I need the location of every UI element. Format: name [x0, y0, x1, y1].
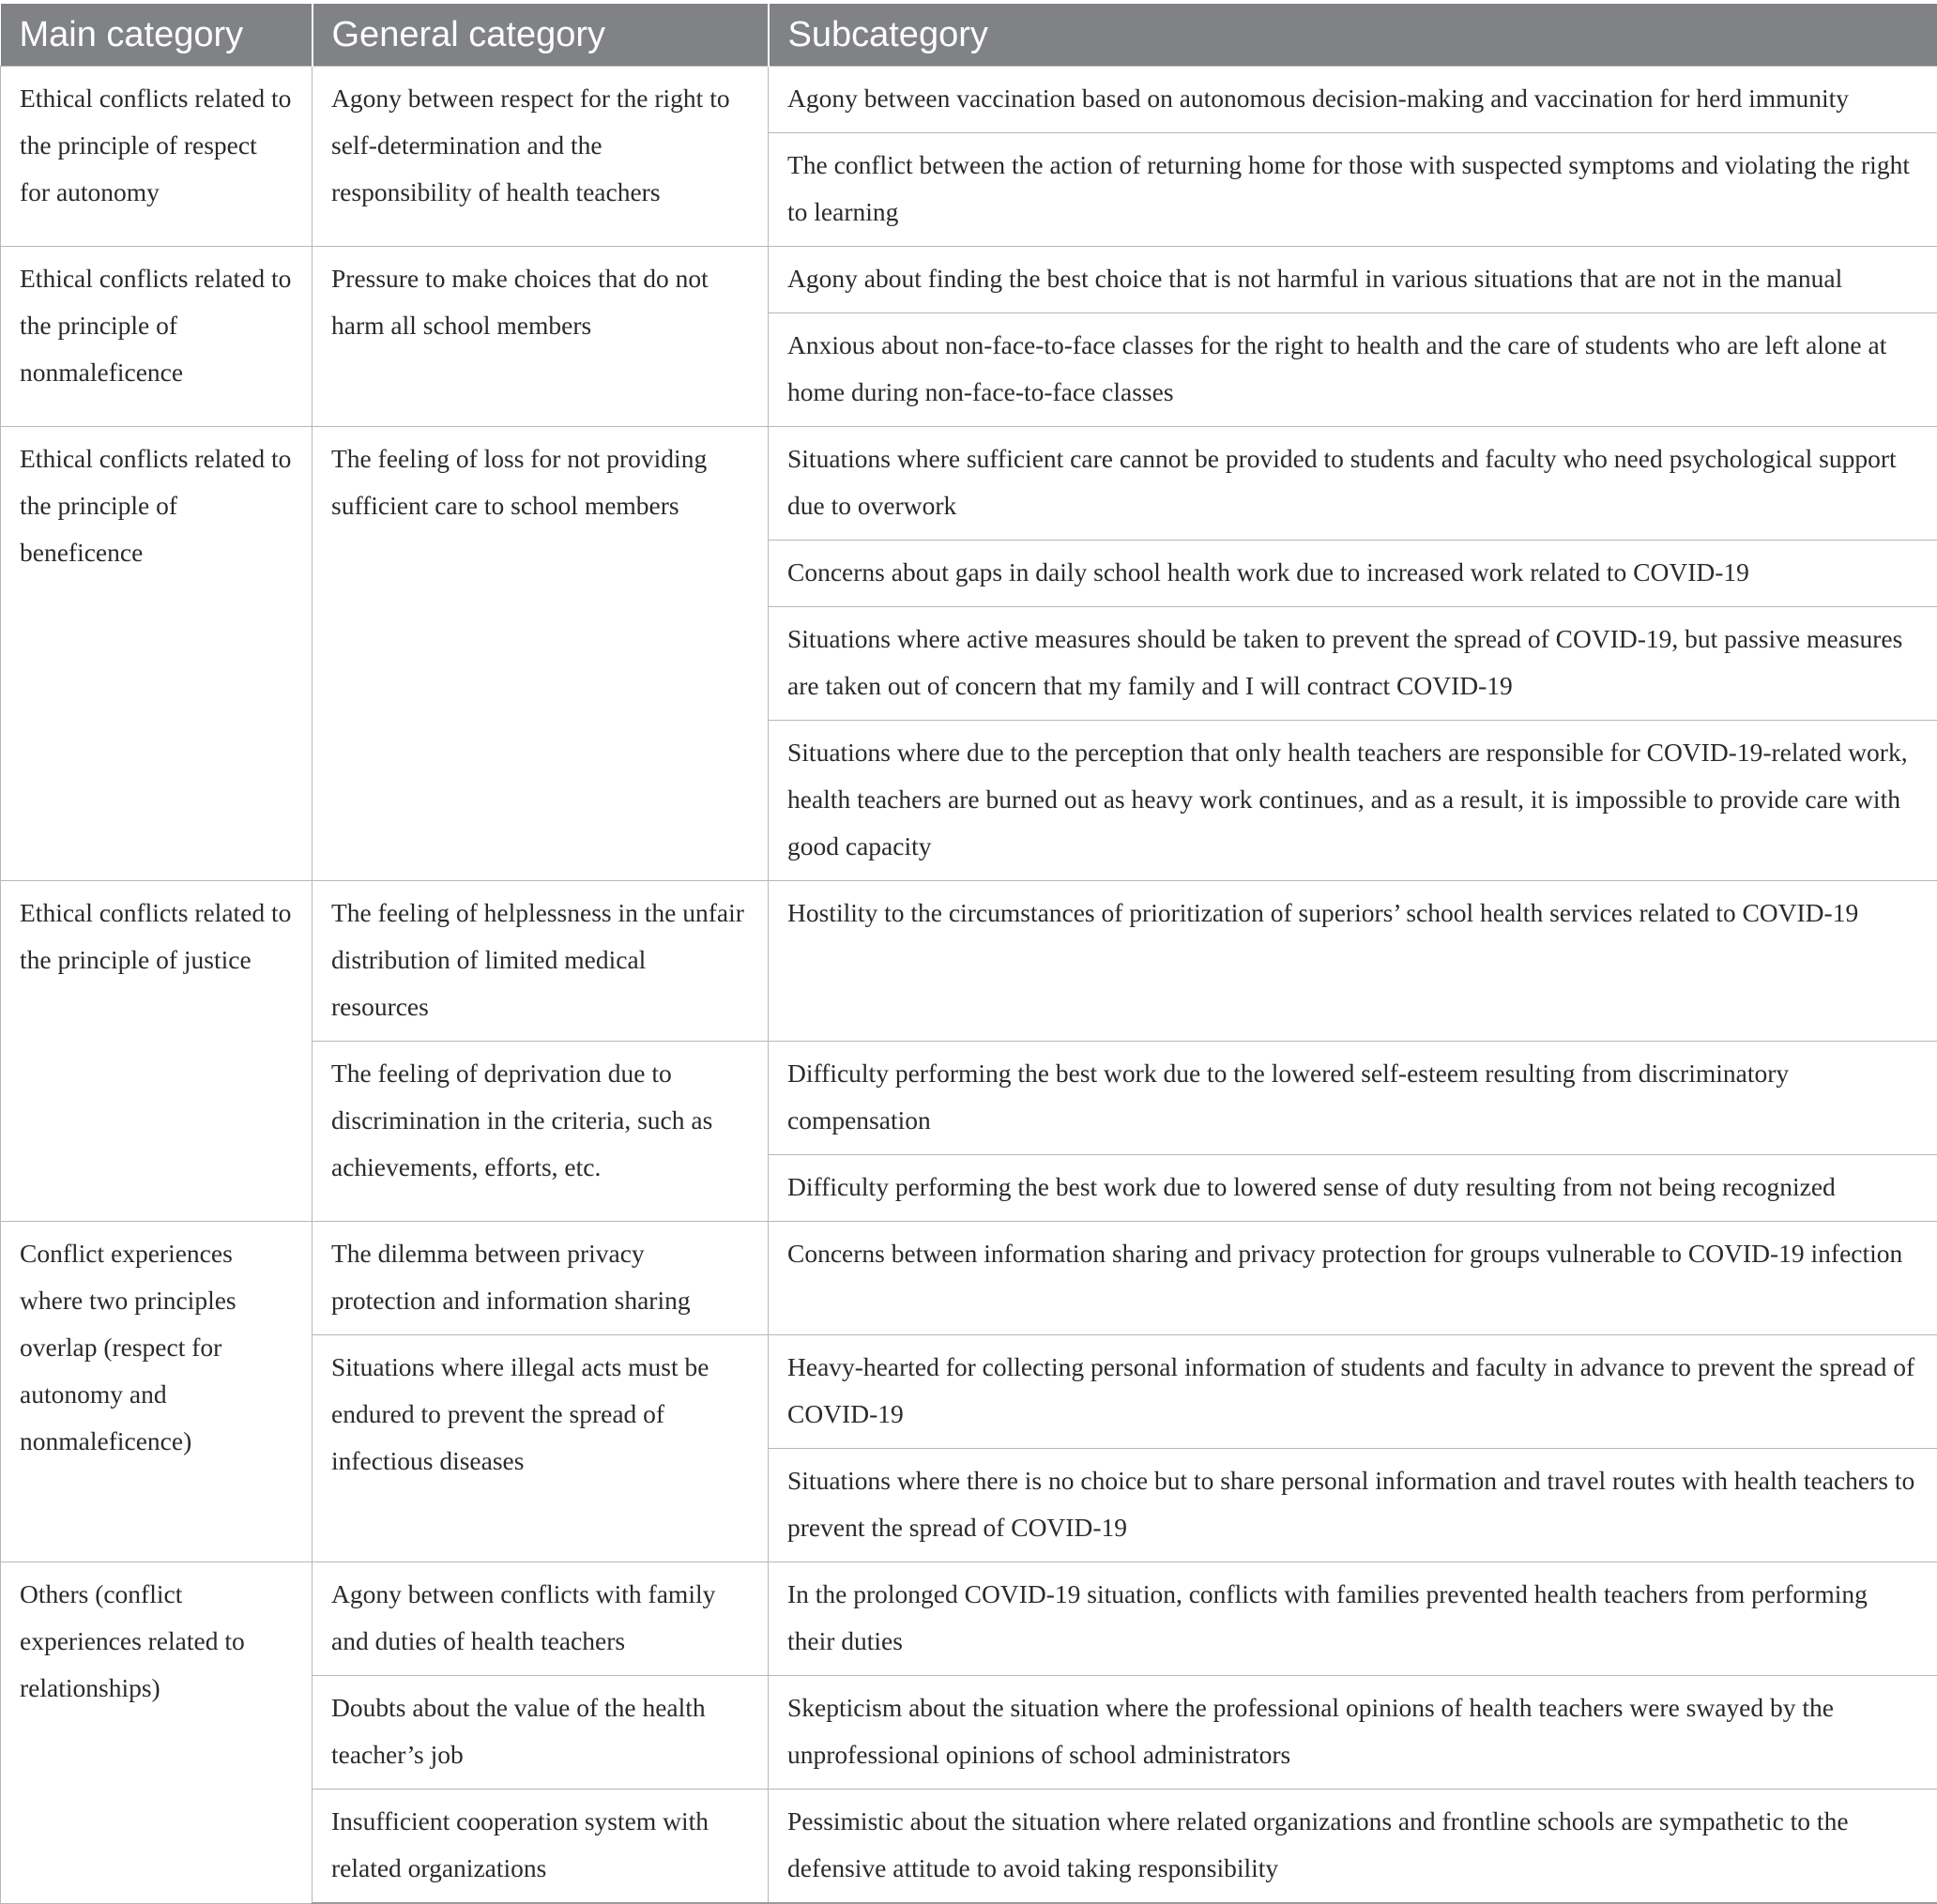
general-category-cell: Insufficient cooperation system with related organizations	[313, 1790, 769, 1904]
main-category-cell: Ethical conflicts related to the principle of justice	[1, 881, 313, 1222]
table-body	[1, 67, 1937, 1904]
table-row	[1, 247, 1937, 313]
main-category-cell: Ethical conflicts related to the principle of respect for autonomy	[1, 67, 313, 247]
general-category-cell: Situations where illegal acts must be endured to prevent the spread of infectious diseases	[313, 1335, 769, 1562]
subcategory-cell: Agony between vaccination based on autonomous decision-making and vaccination for herd immunity	[769, 67, 1937, 133]
table-row	[1, 427, 1937, 541]
general-category-cell: The feeling of helplessness in the unfair distribution of limited medical resources	[313, 881, 769, 1042]
main-category-cell: Conflict experiences where two principles overlap (respect for autonomy and nonmaleficence)	[1, 1222, 313, 1562]
subcategory-cell: The conflict between the action of returning home for those with suspected symptoms and violating the right to learning	[769, 133, 1937, 247]
subcategory-cell: Heavy-hearted for collecting personal information of students and faculty in advance to prevent the spread of COVID-19	[769, 1335, 1937, 1449]
subcategory-cell: In the prolonged COVID-19 situation, conflicts with families prevented health teachers from performing their duties	[769, 1562, 1937, 1676]
subcategory-cell: Situations where active measures should be taken to prevent the spread of COVID-19, but passive measures are taken out of concern that my family and I will contract COVID-19	[769, 607, 1937, 721]
general-category-cell: The dilemma between privacy protection and information sharing	[313, 1222, 769, 1335]
table-row	[1, 881, 1937, 1042]
header-main-category: Main category	[1, 4, 313, 67]
subcategory-cell: Concerns between information sharing and privacy protection for groups vulnerable to COVID-19 infection	[769, 1222, 1937, 1335]
main-category-cell: Ethical conflicts related to the principle of beneficence	[1, 427, 313, 881]
subcategory-cell: Difficulty performing the best work due to the lowered self-esteem resulting from discriminatory compensation	[769, 1042, 1937, 1155]
subcategory-cell: Situations where there is no choice but to share personal information and travel routes with health teachers to prevent the spread of COVID-19	[769, 1449, 1937, 1562]
header-subcategory: Subcategory	[769, 4, 1937, 67]
subcategory-cell: Skepticism about the situation where the professional opinions of health teachers were swayed by the unprofessional opinions of school administrators	[769, 1676, 1937, 1790]
general-category-cell: Agony between respect for the right to self-determination and the responsibility of health teachers	[313, 67, 769, 247]
header-general-category: General category	[313, 4, 769, 67]
general-category-cell: The feeling of deprivation due to discrimination in the criteria, such as achievements, efforts, etc.	[313, 1042, 769, 1222]
ethical-conflicts-table	[0, 4, 1937, 1904]
main-category-cell: Others (conflict experiences related to relationships)	[1, 1562, 313, 1904]
subcategory-cell: Anxious about non-face-to-face classes for the right to health and the care of students who are left alone at home during non-face-to-face classes	[769, 313, 1937, 427]
table-header	[1, 4, 1937, 67]
general-category-cell: Agony between conflicts with family and duties of health teachers	[313, 1562, 769, 1676]
subcategory-cell: Hostility to the circumstances of prioritization of superiors’ school health services related to COVID-19	[769, 881, 1937, 1042]
general-category-cell: Pressure to make choices that do not harm all school members	[313, 247, 769, 427]
general-category-cell: Doubts about the value of the health teacher’s job	[313, 1676, 769, 1790]
header-row	[1, 4, 1937, 67]
subcategory-cell: Difficulty performing the best work due to lowered sense of duty resulting from not being recognized	[769, 1155, 1937, 1222]
main-category-cell: Ethical conflicts related to the principle of nonmaleficence	[1, 247, 313, 427]
subcategory-cell: Concerns about gaps in daily school health work due to increased work related to COVID-19	[769, 541, 1937, 607]
subcategory-cell: Situations where sufficient care cannot be provided to students and faculty who need psychological support due to overwork	[769, 427, 1937, 541]
subcategory-cell: Pessimistic about the situation where related organizations and frontline schools are sympathetic to the defensive attitude to avoid taking responsibility	[769, 1790, 1937, 1904]
general-category-cell: The feeling of loss for not providing sufficient care to school members	[313, 427, 769, 881]
table-row	[1, 67, 1937, 133]
subcategory-cell: Agony about finding the best choice that is not harmful in various situations that are not in the manual	[769, 247, 1937, 313]
subcategory-cell: Situations where due to the perception that only health teachers are responsible for COVID-19-related work, health teachers are burned out as heavy work continues, and as a result, it is impossible to provide care with good capacity	[769, 721, 1937, 881]
ethical-conflicts-table-container	[0, 4, 1937, 1904]
table-row	[1, 1222, 1937, 1335]
table-row	[1, 1562, 1937, 1676]
